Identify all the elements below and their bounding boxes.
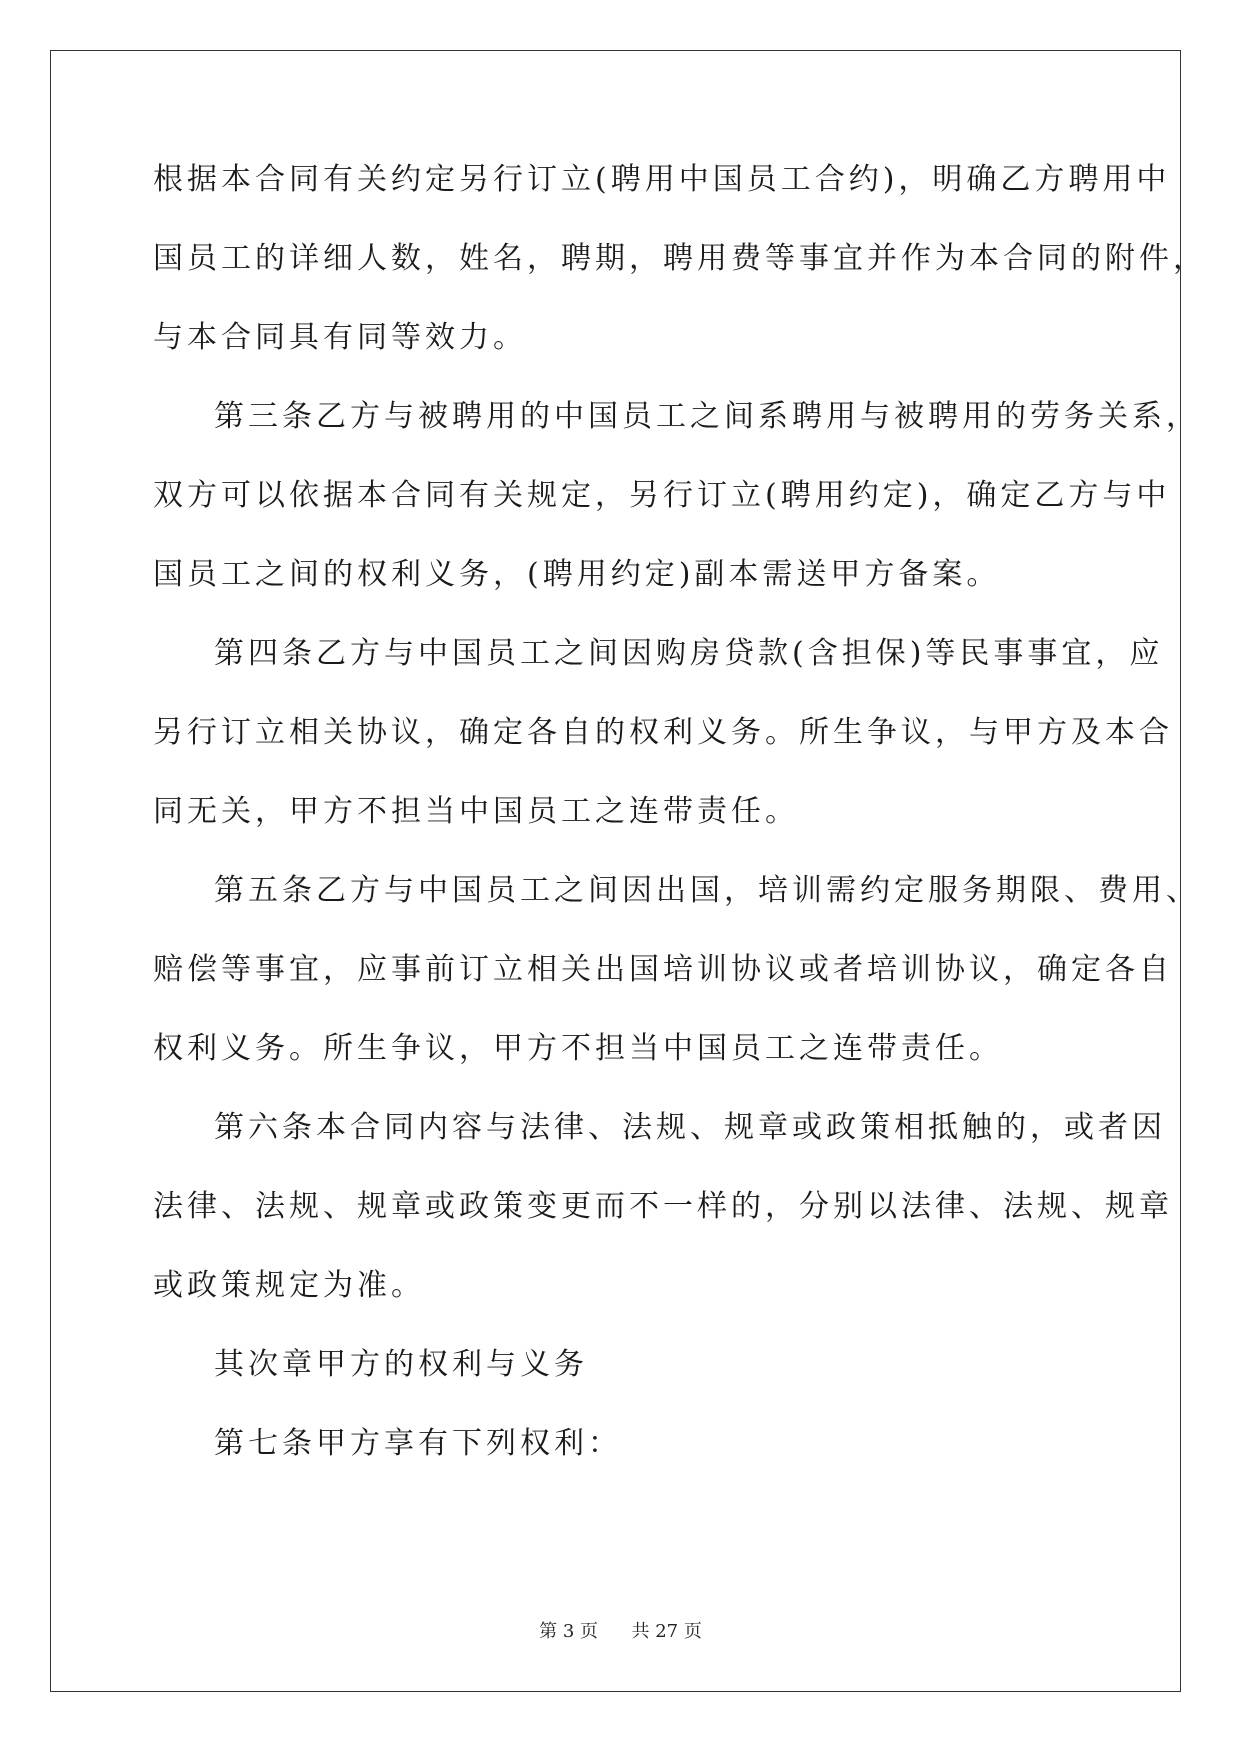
text-line: 赔偿等事宜，应事前订立相关出国培训协议或者培训协议，确定各自 xyxy=(153,952,1173,987)
text-line: 国员工的详细人数，姓名，聘期，聘用费等事宜并作为本合同的附件， xyxy=(153,241,1207,276)
text-line: 法律、法规、规章或政策变更而不一样的，分别以法律、法规、规章 xyxy=(153,1189,1173,1224)
document-body xyxy=(153,160,1207,1503)
text-line: 国员工之间的权利义务，(聘用约定)副本需送甲方备案。 xyxy=(153,557,1001,592)
page-footer xyxy=(0,1617,1241,1643)
text-line: 或政策规定为准。 xyxy=(153,1268,425,1303)
article-7-start: 第七条甲方享有下列权利： xyxy=(214,1426,622,1461)
article-5-start: 第五条乙方与中国员工之间因出国，培训需约定服务期限、费用、 xyxy=(214,873,1200,908)
chapter-heading: 其次章甲方的权利与义务 xyxy=(214,1347,588,1382)
text-line: 另行订立相关协议，确定各自的权利义务。所生争议，与甲方及本合 xyxy=(153,715,1173,750)
article-4-start: 第四条乙方与中国员工之间因购房贷款(含担保)等民事事宜，应 xyxy=(214,636,1164,671)
text-line: 权利义务。所生争议，甲方不担当中国员工之连带责任。 xyxy=(153,1031,1003,1066)
page-number: 第 3 页 xyxy=(539,1621,599,1642)
text-line: 双方可以依据本合同有关规定，另行订立(聘用约定)，确定乙方与中 xyxy=(153,478,1171,513)
article-6-start: 第六条本合同内容与法律、法规、规章或政策相抵触的，或者因 xyxy=(214,1110,1166,1145)
text-line: 同无关，甲方不担当中国员工之连带责任。 xyxy=(153,794,799,829)
article-3-start: 第三条乙方与被聘用的中国员工之间系聘用与被聘用的劳务关系， xyxy=(214,399,1200,434)
text-line: 根据本合同有关约定另行订立(聘用中国员工合约)，明确乙方聘用中 xyxy=(153,162,1171,197)
page-total: 共 27 页 xyxy=(631,1621,702,1642)
text-line: 与本合同具有同等效力。 xyxy=(153,320,527,355)
